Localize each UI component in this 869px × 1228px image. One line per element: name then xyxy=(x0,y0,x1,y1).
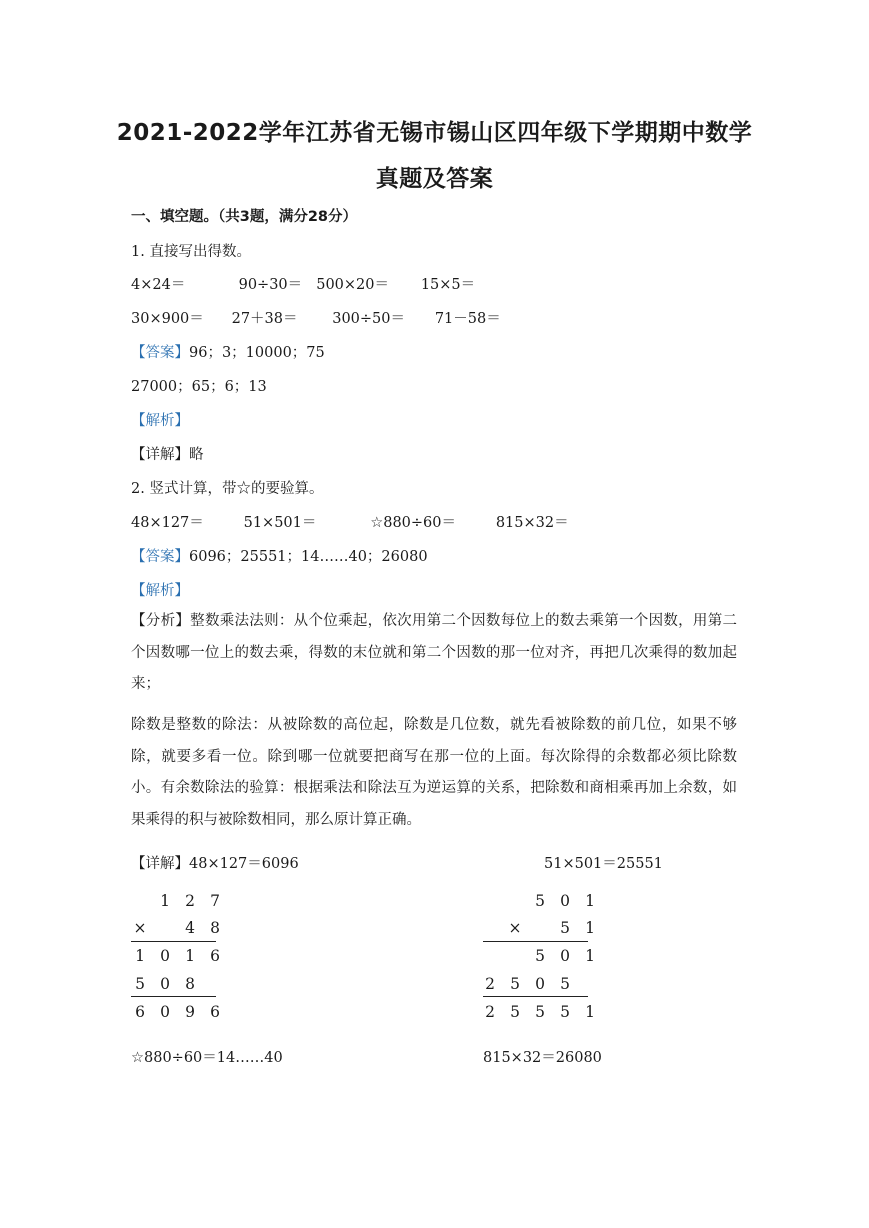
q2-analysis-tag: 【解析】 xyxy=(131,583,189,599)
detail-tag: 【详解】 xyxy=(131,856,189,872)
detail-eq1: 48×127＝6096 xyxy=(189,856,299,872)
q1-item: 4×24＝ xyxy=(131,277,186,293)
answer-tag: 【答案】 xyxy=(131,345,189,361)
q2-detail-line xyxy=(131,852,299,873)
q1-row1 xyxy=(131,273,501,294)
doc-title-line1: 2021-2022学年江苏省无锡市锡山区四年级下学期期中数学 xyxy=(116,120,753,146)
vcalc-divider xyxy=(131,996,216,997)
q1-item: 500×20＝ xyxy=(316,277,389,293)
fenxi-text: 整数乘法法则：从个位乘起，依次用第二个因数每位上的数去乘第一个因数，用第二个因数哪一位上的数去乘，得数的末位就和第二个因数的那一位对齐，再把几次乘得的数加起来； xyxy=(131,613,738,692)
eq-division: ☆880÷60＝14……40 xyxy=(131,1050,283,1066)
vcalc-divider xyxy=(483,996,588,997)
q2-item: 51×501＝ xyxy=(243,515,317,531)
q1-item: 27＋38＝ xyxy=(231,311,298,327)
q2-answer xyxy=(131,545,428,566)
q1-answer-line2: 27000；65；6；13 xyxy=(131,379,267,395)
q1-stem: 1. 直接写出得数。 xyxy=(131,244,251,260)
q1-item: 30×900＝ xyxy=(131,311,204,327)
section-heading: 一、填空题。（共3题，满分28分） xyxy=(131,209,358,225)
detail-tag: 【详解】 xyxy=(131,447,189,463)
answer-tag: 【答案】 xyxy=(131,549,189,565)
q2-division-paragraph: 除数是整数的除法：从被除数的高位起，除数是几位数，就先看被除数的前几位，如果不够除，就要多看一位。除到哪一位就要把商写在那一位的上面。每次除得的余数都必须比除数小。有余数除法的验算：根据乘法和除法互为逆运算的关系，把除数和商相乘再加上余数，如果乘得的积与被除数相同，那么原计算正确。 xyxy=(131,717,737,828)
q2-item: 815×32＝ xyxy=(495,515,569,531)
eq-multiplication: 815×32＝26080 xyxy=(483,1050,602,1066)
document-page: 2021-2022学年江苏省无锡市锡山区四年级下学期期中数学 真题及答案 一、填空题。（共3题，满分28分） 1. 直接写出得数。 4×24＝ 90÷30＝ 500×20＝ 15×5＝ 30×900＝ 27＋38＝ 300÷50＝ 71－58＝ 【答案】96；3；10000；75 27000；65；6；13 【解析】 【详解】略 2. 竖式计算，带☆的要验算。 48×127＝ 51×501＝ ☆880÷60＝ 815×32＝ 【答案】6096；25551；14……40；26080 【解析】 【分析】整数乘法法则：从个位乘起，依次用第二个因数每位上的数去乘第一个因数，用第二个因数哪一位上的数去乘，得数的末位就和第二个因数的那一位对齐，再把几次乘得的数加起来； 除数是整数的除法：从被除数的高位起，除数是几位数，就先看被除数的前几位，如果不够除，就要多看一位。除到哪一位就要把商写在那一位的上面。每次除得的余数都必须比除数小。有余数除法的验算：根据乘法和除法互为逆运算的关系，把除数和商相乘再加上余数，如果乘得的积与被除数相同，那么原计算正确。 【详解】48×127＝6096 51×501＝25551 1 2 7 × 4 8 1 0 1 6 5 0 8 6 0 9 6 5 0 1 × 5 1 5 0 1 2 5 0 5 2 5 5 5 1 ☆880÷60＝14……40 815×32＝26080 xyxy=(0,0,869,1228)
q1-item: 15×5＝ xyxy=(420,277,476,293)
q2-stem: 2. 竖式计算，带☆的要验算。 xyxy=(131,481,324,497)
q1-item: 90÷30＝ xyxy=(238,277,303,293)
q2-row xyxy=(131,511,586,532)
q1-answer xyxy=(131,341,325,362)
detail-eq2: 51×501＝25551 xyxy=(544,856,663,872)
fenxi-tag: 【分析】 xyxy=(131,613,191,629)
q1-item: 300÷50＝ xyxy=(332,311,405,327)
vcalc-divider xyxy=(483,941,588,942)
q1-analysis-tag: 【解析】 xyxy=(131,413,189,429)
answer-text: 6096；25551；14……40；26080 xyxy=(189,549,428,565)
q1-detail xyxy=(131,443,204,464)
q2-item: 48×127＝ xyxy=(131,515,204,531)
q1-item: 71－58＝ xyxy=(434,311,501,327)
q2-item: ☆880÷60＝ xyxy=(370,515,456,531)
q1-row2 xyxy=(131,307,515,328)
detail-text: 略 xyxy=(189,447,204,463)
vcalc-divider xyxy=(131,941,216,942)
answer-text: 96；3；10000；75 xyxy=(189,345,325,361)
doc-title-line2: 真题及答案 xyxy=(375,166,494,192)
q2-fenxi-paragraph xyxy=(131,606,737,701)
